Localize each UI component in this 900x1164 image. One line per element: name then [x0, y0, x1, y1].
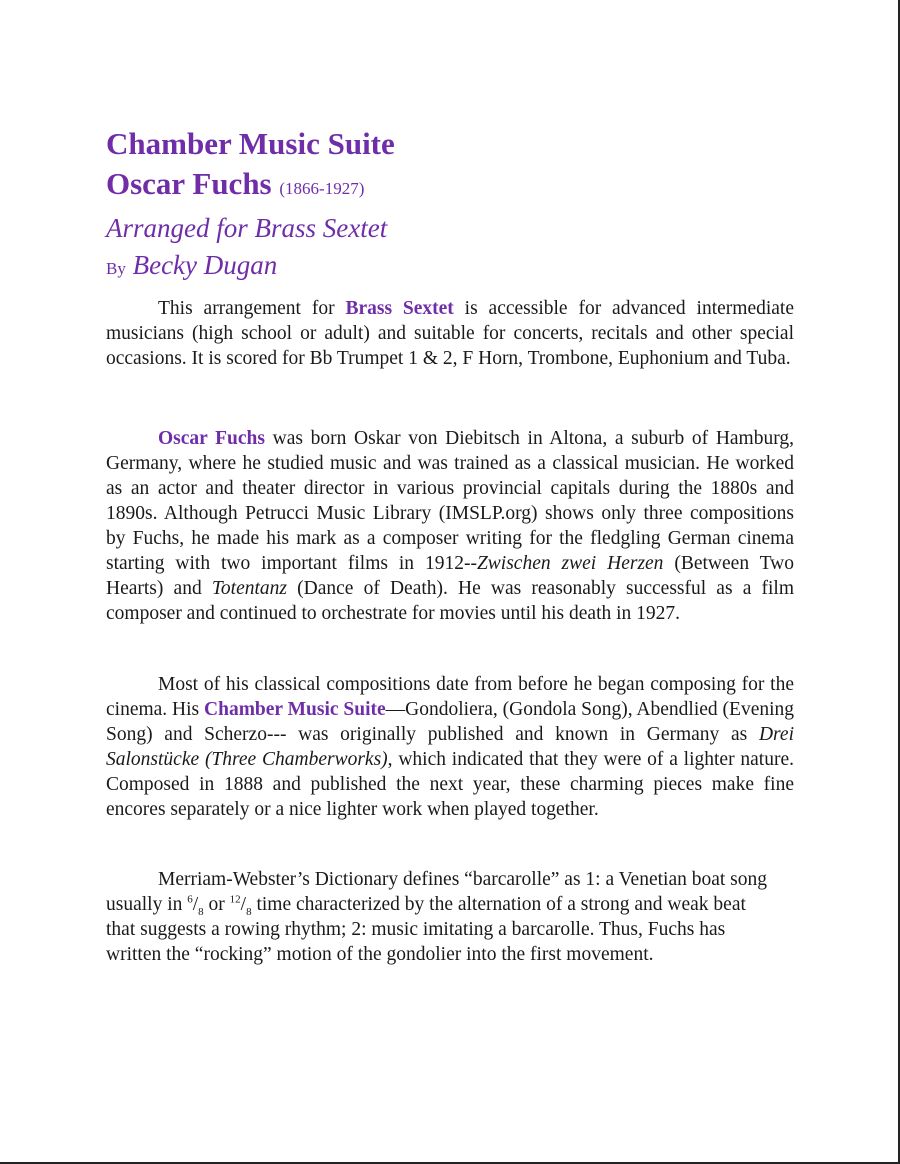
- text: (Between Two Hearts) and: [106, 553, 795, 599]
- text: Merriam-Webster’s Dictionary defines “barcarolle” as 1: a Venetian boat song usually in: [106, 869, 768, 915]
- text: Most of his classical compositions date from before he began composing for the cinema. His: [106, 674, 794, 720]
- paragraph-biography: [106, 426, 794, 626]
- slash: /: [192, 894, 199, 915]
- arranger-line: [106, 247, 395, 287]
- paragraph-suite: [106, 672, 794, 822]
- text: time characterized by the alternation of a strong and weak beat that suggests a rowing rhythm; 2: music imitating a barcarolle. Thus, Fuchs has written the “rocking” motion of the gondolier into the first movement.: [106, 894, 746, 965]
- german-title: Drei Salonstücke (Three Chamberworks): [106, 724, 794, 770]
- time-sig-2-num: 12: [229, 893, 241, 906]
- paragraph-barcarolle: [106, 867, 776, 967]
- composer-name: Oscar Fuchs: [106, 166, 272, 201]
- film-title-2: Totentanz: [211, 578, 287, 599]
- time-sig-2-den: 8: [246, 905, 252, 918]
- title: Chamber Music Suite: [106, 126, 395, 161]
- text: is accessible for advanced intermediate musicians (high school or adult) and suitable for concerts, recitals and other special occasions. It is scored for Bb Trumpet 1 & 2, F Horn, Trombone, Euphonium and Tuba.: [106, 298, 794, 369]
- highlight-chamber-music-suite: Chamber Music Suite: [204, 699, 386, 720]
- highlight-brass-sextet: Brass Sextet: [345, 298, 454, 319]
- arranged-for: Arranged for Brass Sextet: [106, 213, 388, 243]
- time-sig-1-num: 6: [187, 893, 193, 906]
- text: This arrangement for: [158, 298, 346, 319]
- arranger-name: Becky Dugan: [132, 250, 278, 280]
- header: [106, 124, 395, 287]
- composer-line: [106, 164, 395, 209]
- film-title-1: Zwischen zwei Herzen: [476, 553, 664, 574]
- by-word: By: [106, 259, 126, 278]
- composer-dates: (1866-1927): [279, 179, 365, 198]
- highlight-oscar-fuchs: Oscar Fuchs: [158, 428, 265, 449]
- text: , which indicated that they were of a lighter nature. Composed in 1888 and published the next year, these charming pieces make fine encores separately or a nice lighter work when played together.: [106, 749, 794, 820]
- text: —Gondoliera, (Gondola Song), Abendlied (Evening Song) and Scherzo--- was originally published and known in Germany as: [106, 699, 795, 745]
- paragraph-intro: [106, 296, 794, 371]
- slash: /: [240, 894, 247, 915]
- time-sig-1-den: 8: [198, 905, 204, 918]
- text: (Dance of Death). He was reasonably successful as a film composer and continued to orchestrate for movies until his death in 1927.: [106, 578, 794, 624]
- text: or: [203, 894, 230, 915]
- text: was born Oskar von Diebitsch in Altona, a suburb of Hamburg, Germany, where he studied music and was trained as a classical musician. He worked as an actor and theater director in various provincial capitals during the 1880s and 1890s. Although Petrucci Music Library (IMSLP.org) shows only three compositions by Fuchs, he made his mark as a composer writing for the fledgling German cinema starting with two important films in 1912--: [106, 428, 794, 574]
